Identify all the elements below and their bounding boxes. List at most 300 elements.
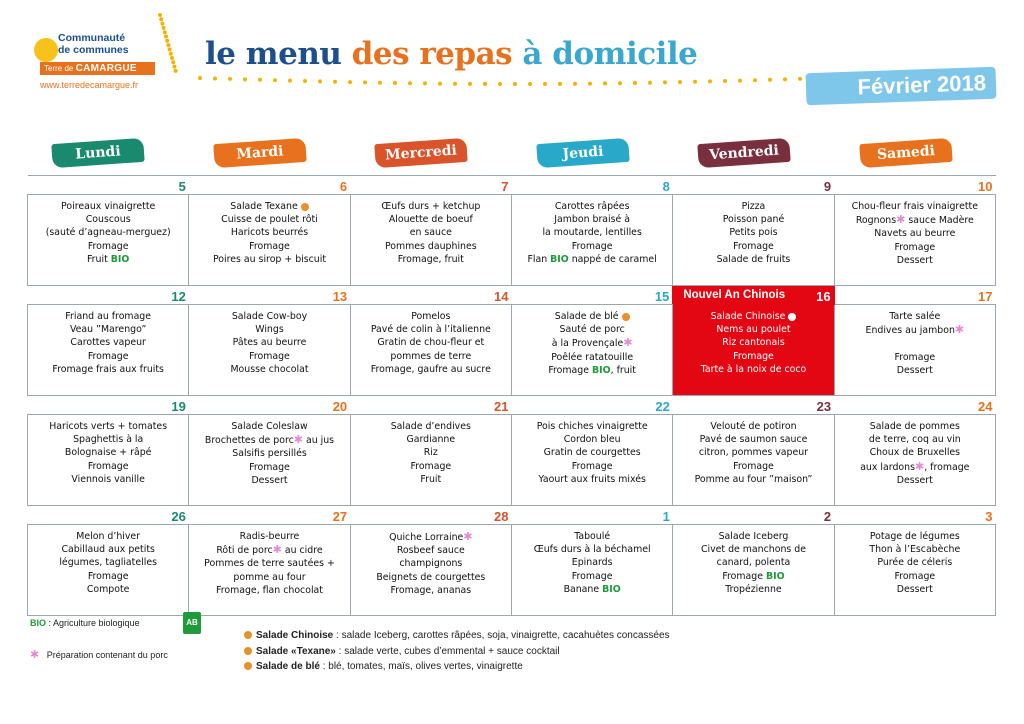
- menu-text: Civet de manchons de: [700, 544, 806, 556]
- day-number: [673, 506, 834, 525]
- day-number: [28, 286, 189, 305]
- menu-line: [189, 240, 349, 253]
- menu-cell: [28, 525, 189, 616]
- menu-cell: [189, 415, 350, 506]
- menu-text: Bolognaise + râpé: [64, 447, 152, 459]
- menu-text: Chou-fleur frais vinaigrette: [851, 201, 978, 212]
- pork-icon: ✱: [914, 459, 925, 473]
- menu-line: [189, 557, 349, 570]
- menu-cell: [350, 525, 511, 616]
- menu-line: [28, 473, 188, 486]
- menu-text: Dessert: [251, 474, 288, 486]
- menu-cell: [28, 415, 189, 506]
- menu-text: Fromage: [722, 570, 766, 582]
- menu-line: [512, 336, 672, 350]
- menu-line: [28, 570, 188, 583]
- menu-line: [189, 213, 349, 226]
- menu-text: en sauce: [409, 227, 452, 239]
- day-number: [28, 396, 189, 415]
- pork-icon: ✱: [954, 323, 965, 337]
- menu-text: Dessert: [896, 474, 933, 486]
- menu-text: Melon d’hiver: [76, 531, 141, 542]
- menu-line: [835, 351, 995, 364]
- dot-icon: [622, 313, 630, 321]
- menu-line: [351, 323, 511, 336]
- day-number-value: 2: [823, 509, 832, 524]
- menu-text: Salade de pommes: [869, 421, 960, 432]
- week-menu-row: [28, 305, 996, 396]
- menu-text: Pomme au four ”maison”: [694, 473, 813, 485]
- menu-line: [28, 530, 188, 543]
- menu-text: à la Provençale: [551, 338, 624, 350]
- pork-icon: ✱: [30, 649, 40, 661]
- day-header-jeudi: Jeudi: [536, 138, 629, 168]
- day-header-mardi: Mardi: [213, 138, 306, 168]
- menu-line: [835, 543, 995, 556]
- menu-line: [673, 310, 833, 323]
- day-number: [189, 396, 350, 415]
- day-number-value: 17: [978, 289, 993, 304]
- menu-cell: [189, 305, 350, 396]
- menu-line: [835, 310, 995, 323]
- legend-pork: [30, 648, 168, 661]
- day-number-value: 1: [662, 509, 670, 524]
- menu-line: [835, 446, 995, 459]
- menu-text-after: sauce Madère: [905, 215, 974, 227]
- menu-grid: [27, 175, 996, 616]
- menu-line: [512, 364, 672, 377]
- menu-text: Beignets de courgettes: [376, 571, 486, 583]
- menu-line: [28, 556, 188, 569]
- menu-text: Flan: [527, 253, 551, 265]
- menu-text: Salade de blé: [554, 311, 619, 322]
- menu-text: Œufs durs à la béchamel: [533, 544, 651, 556]
- bio-tag: BIO: [110, 253, 130, 265]
- menu-text: Spaghettis à la: [73, 434, 144, 446]
- menu-text: Couscous: [85, 214, 131, 226]
- menu-text: pommes de terre: [390, 350, 472, 362]
- menu-text: (sauté d’agneau-merguez): [45, 227, 171, 239]
- menu-line: [835, 420, 995, 433]
- menu-line: [673, 446, 833, 459]
- menu-text: Salade Texane: [230, 201, 298, 212]
- menu-line: [673, 213, 833, 226]
- menu-line: [835, 213, 995, 227]
- menu-text: Fruit: [420, 473, 442, 485]
- menu-line: [28, 200, 188, 213]
- day-number: [511, 176, 672, 195]
- menu-text: Sauté de porc: [559, 324, 625, 336]
- menu-text: Poireaux vinaigrette: [61, 201, 156, 212]
- menu-line: [189, 310, 349, 323]
- menu-text: Jambon braisé à: [554, 214, 631, 226]
- menu-text: Veau ”Marengo”: [69, 324, 147, 336]
- menu-line: [28, 336, 188, 349]
- note-item: [244, 630, 670, 646]
- day-number: [511, 286, 672, 305]
- menu-line: [351, 530, 511, 544]
- menu-text: Poêlée ratatouille: [551, 351, 634, 363]
- note-item: [244, 646, 670, 662]
- day-number: [511, 396, 672, 415]
- menu-line: [189, 323, 349, 336]
- menu-line: [835, 200, 995, 213]
- menu-line: [351, 571, 511, 584]
- menu-line: [351, 544, 511, 557]
- day-number: [673, 286, 834, 305]
- menu-text: pomme au four: [233, 571, 306, 583]
- menu-line: [512, 556, 672, 569]
- menu-line: [673, 226, 833, 239]
- menu-text: Fromage: [894, 570, 936, 582]
- menu-text: Tarte à la noix de coco: [700, 363, 807, 375]
- menu-cell: [511, 195, 672, 286]
- menu-line: [512, 240, 672, 253]
- menu-text: Brochettes de porc: [204, 435, 294, 447]
- menu-line: [351, 350, 511, 363]
- menu-line: [351, 420, 511, 433]
- menu-line: [673, 350, 833, 363]
- menu-text: Fromage: [571, 570, 613, 582]
- menu-line: [512, 433, 672, 446]
- menu-line: [351, 446, 511, 459]
- menu-line: [512, 446, 672, 459]
- menu-text: Fromage: [249, 461, 290, 473]
- menu-text: Dessert: [896, 254, 933, 266]
- menu-text: Salsifis persillés: [232, 448, 307, 460]
- menu-line: [351, 336, 511, 349]
- menu-line: [512, 226, 672, 239]
- bio-tag: BIO: [766, 570, 785, 582]
- day-number: [834, 286, 995, 305]
- menu-line: [512, 570, 672, 583]
- menu-line: [189, 461, 349, 474]
- day-header-lundi: Lundi: [51, 138, 144, 168]
- menu-cell: [350, 195, 511, 286]
- day-number-value: 14: [494, 289, 509, 304]
- ab-logo-icon: AB: [183, 612, 201, 634]
- menu-text: Dessert: [896, 583, 933, 595]
- menu-line: [28, 240, 188, 253]
- day-number-value: 19: [171, 399, 186, 414]
- menu-text: Gratin de chou-fleur et: [377, 337, 485, 349]
- menu-line: [673, 363, 833, 376]
- menu-cell: [189, 195, 350, 286]
- menu-cell: [511, 305, 672, 396]
- menu-line: [512, 351, 672, 364]
- day-number-value: 10: [978, 179, 993, 194]
- pork-icon: ✱: [293, 433, 303, 447]
- menu-line: [351, 473, 511, 486]
- menu-line: [28, 363, 188, 376]
- menu-text: Fromage: [87, 570, 129, 582]
- menu-cell: [673, 195, 834, 286]
- menu-text: Fromage: [894, 351, 936, 363]
- menu-line: [673, 200, 833, 213]
- day-number-value: 12: [171, 289, 186, 304]
- menu-text: Fromage: [87, 460, 129, 472]
- menu-text: Pommes dauphines: [384, 240, 477, 252]
- menu-text-after: , fruit: [610, 364, 636, 376]
- menu-line: [512, 583, 672, 596]
- menu-line: [512, 200, 672, 213]
- day-number-value: 20: [332, 399, 348, 414]
- menu-text: Salade de fruits: [716, 253, 791, 265]
- menu-text: Wings: [255, 324, 284, 336]
- menu-line: [673, 530, 833, 543]
- menu-text: Poisson pané: [722, 214, 785, 226]
- week-menu-row: [28, 195, 996, 286]
- menu-line: [835, 474, 995, 487]
- menu-line: [835, 570, 995, 583]
- menu-text: Pois chiches vinaigrette: [536, 421, 648, 432]
- pork-icon: ✱: [896, 213, 906, 227]
- menu-line: [512, 310, 672, 323]
- menu-text: champignons: [399, 558, 463, 570]
- menu-cell: [28, 195, 189, 286]
- day-number: [350, 396, 511, 415]
- menu-text: Gardianne: [406, 434, 456, 446]
- menu-text: Pâtes au beurre: [232, 337, 307, 349]
- menu-text: Fromage: [733, 460, 774, 472]
- logo-url[interactable]: www.terredecamargue.fr: [40, 80, 139, 90]
- menu-line: [673, 336, 833, 349]
- menu-line: [835, 323, 995, 337]
- menu-line: [673, 543, 833, 556]
- menu-text: Carottes râpées: [554, 201, 630, 212]
- logo-line2: de communes: [58, 44, 129, 56]
- menu-line: [189, 474, 349, 487]
- menu-text-after: nappé de caramel: [568, 253, 657, 265]
- menu-text: Pizza: [741, 201, 766, 212]
- menu-text: Rôti de porc: [216, 545, 273, 557]
- menu-text: Poires au sirop + biscuit: [212, 253, 327, 265]
- menu-line: [512, 253, 672, 266]
- menu-text: Haricots verts + tomates: [49, 421, 168, 432]
- menu-text: Salade d’endives: [390, 421, 471, 432]
- bio-text: : Agriculture biologique: [46, 618, 140, 628]
- menu-text: Œufs durs + ketchup: [381, 201, 481, 212]
- day-number: [350, 176, 511, 195]
- menu-line: [351, 310, 511, 323]
- menu-line: [835, 227, 995, 240]
- menu-cell: [350, 415, 511, 506]
- menu-cell: [350, 305, 511, 396]
- menu-line: [351, 433, 511, 446]
- dot-icon: [788, 313, 796, 321]
- menu-cell: [834, 525, 995, 616]
- menu-line: [673, 583, 833, 596]
- menu-text: Riz cantonais: [722, 337, 785, 349]
- menu-text: Potage de légumes: [869, 531, 960, 542]
- menu-line: [673, 473, 833, 486]
- day-number-value: 8: [662, 179, 670, 194]
- menu-text: Rognons: [855, 215, 897, 227]
- day-number: [834, 396, 995, 415]
- menu-text: Viennois vanille: [71, 473, 145, 485]
- bio-tag: BIO: [550, 253, 569, 265]
- menu-line: [835, 460, 995, 474]
- menu-line: [189, 350, 349, 363]
- menu-line: [28, 543, 188, 556]
- day-header-vendredi: Vendredi: [697, 138, 790, 168]
- event-label: Nouvel An Chinois: [683, 289, 786, 301]
- menu-text: Friand au fromage: [65, 311, 152, 322]
- menu-line: [835, 364, 995, 377]
- menu-line: [351, 253, 511, 266]
- menu-text: Fromage: [733, 240, 774, 252]
- menu-line: [189, 363, 349, 376]
- menu-text: Pavé de saumon sauce: [699, 434, 808, 446]
- dot-icon: [244, 631, 252, 639]
- day-number-value: 3: [985, 509, 993, 524]
- menu-line: [189, 226, 349, 239]
- day-number: [673, 176, 834, 195]
- menu-line: [512, 460, 672, 473]
- day-number: [673, 396, 834, 415]
- menu-line: [28, 253, 188, 266]
- menu-line: [351, 557, 511, 570]
- menu-text: Cordon bleu: [563, 434, 621, 446]
- menu-line: [351, 363, 511, 376]
- menu-text: Carottes vapeur: [70, 337, 146, 349]
- day-number: [189, 176, 350, 195]
- menu-cell: [511, 525, 672, 616]
- day-number-value: 22: [655, 399, 670, 414]
- menu-text: Yaourt aux fruits mixés: [538, 473, 646, 485]
- menu-line: [28, 460, 188, 473]
- menu-text: Salade Coleslaw: [231, 421, 308, 432]
- menu-text: Fromage: [894, 241, 936, 253]
- menu-text: Salade Iceberg: [718, 531, 789, 542]
- week-menu-row: [28, 525, 996, 616]
- week-number-row: [28, 286, 996, 305]
- bio-tag: BIO: [602, 583, 621, 595]
- menu-text: Nems au poulet: [716, 324, 791, 336]
- menu-line: [28, 226, 188, 239]
- day-number-value: 27: [332, 509, 348, 524]
- note-name: Salade Chinoise: [256, 630, 334, 641]
- menu-text: légumes, tagliatelles: [59, 557, 157, 569]
- legend-bio: [30, 618, 140, 628]
- menu-line: [673, 253, 833, 266]
- menu-text: Dessert: [896, 364, 933, 376]
- day-number-value: 9: [823, 179, 832, 194]
- day-number-value: 24: [978, 399, 993, 414]
- day-number-value: 28: [494, 509, 509, 524]
- menu-cell: [673, 305, 834, 396]
- menu-line: [351, 200, 511, 213]
- menu-line: [28, 350, 188, 363]
- menu-text: Rosbeef sauce: [396, 545, 465, 557]
- note-name: Salade «Texane»: [256, 645, 336, 657]
- menu-cell: [834, 195, 995, 286]
- menu-text: Fromage: [249, 350, 290, 362]
- menu-line: [189, 584, 349, 597]
- menu-text: Salade Chinoise: [710, 311, 786, 322]
- menu-line: [28, 433, 188, 446]
- day-number-value: 23: [816, 399, 832, 414]
- menu-line: [351, 460, 511, 473]
- menu-line: [673, 556, 833, 569]
- month-label: Février 2018: [805, 67, 996, 106]
- bio-tag: BIO: [592, 364, 611, 376]
- menu-text: Navets au beurre: [874, 228, 956, 240]
- menu-text: Taboulé: [574, 531, 611, 542]
- menu-text: Fromage: [410, 460, 452, 472]
- menu-line: [189, 420, 349, 433]
- menu-text: Choux de Bruxelles: [869, 447, 961, 459]
- menu-text: Velouté de potiron: [710, 421, 797, 432]
- menu-text: Fruit: [86, 253, 111, 265]
- menu-line: [28, 213, 188, 226]
- day-number: [834, 506, 995, 525]
- menu-cell: [834, 415, 995, 506]
- menu-line: [512, 543, 672, 556]
- menu-line: [351, 226, 511, 239]
- menu-text-after: au jus: [302, 435, 335, 447]
- note-desc: : blé, tomates, maïs, olives vertes, vinaigrette: [319, 661, 523, 672]
- menu-line: [673, 460, 833, 473]
- day-header-mercredi: Mercredi: [374, 138, 467, 168]
- menu-text: la moutarde, lentilles: [542, 227, 642, 239]
- menu-line: [673, 323, 833, 336]
- logo-line1: Communauté: [58, 32, 126, 44]
- menu-cell: [834, 305, 995, 396]
- menu-text: aux lardons: [860, 461, 915, 473]
- logo-band: Terre de CAMARGUE: [40, 62, 155, 75]
- menu-line: [835, 530, 995, 543]
- menu-line: [673, 433, 833, 446]
- pork-icon: ✱: [463, 530, 473, 543]
- menu-line: [189, 543, 349, 557]
- day-number: [511, 506, 672, 525]
- menu-line: [351, 213, 511, 226]
- menu-text: Cabillaud aux petits: [61, 544, 155, 556]
- menu-text: Thon à l’Escabèche: [869, 544, 961, 556]
- menu-text: Endives au jambon: [865, 325, 955, 337]
- menu-text: Petits pois: [729, 227, 778, 239]
- menu-cell: [511, 415, 672, 506]
- menu-line: [189, 571, 349, 584]
- pork-icon: ✱: [623, 336, 633, 350]
- menu-line: [28, 420, 188, 433]
- menu-line: [835, 583, 995, 596]
- menu-text-after: , fromage: [924, 461, 970, 473]
- menu-line: [673, 420, 833, 433]
- pork-text: Préparation contenant du porc: [46, 650, 168, 660]
- dot-icon: [244, 647, 252, 655]
- menu-cell: [673, 415, 834, 506]
- page-title: [205, 36, 697, 72]
- day-number-value: 13: [332, 289, 348, 304]
- day-number: [834, 176, 995, 195]
- day-number: [28, 506, 189, 525]
- menu-text: Radis-beurre: [239, 531, 300, 542]
- menu-text: Purée de céleris: [877, 557, 953, 569]
- menu-line: [512, 420, 672, 433]
- day-number: [189, 286, 350, 305]
- menu-line: [351, 584, 511, 597]
- day-number-value: 5: [178, 179, 186, 194]
- menu-line: [28, 446, 188, 459]
- menu-text: Banane: [563, 583, 603, 595]
- menu-text: Compote: [86, 583, 130, 595]
- menu-line: [835, 337, 995, 350]
- menu-line: [189, 433, 349, 447]
- menu-text: Fromage: [548, 364, 592, 376]
- week-number-row: [28, 176, 996, 195]
